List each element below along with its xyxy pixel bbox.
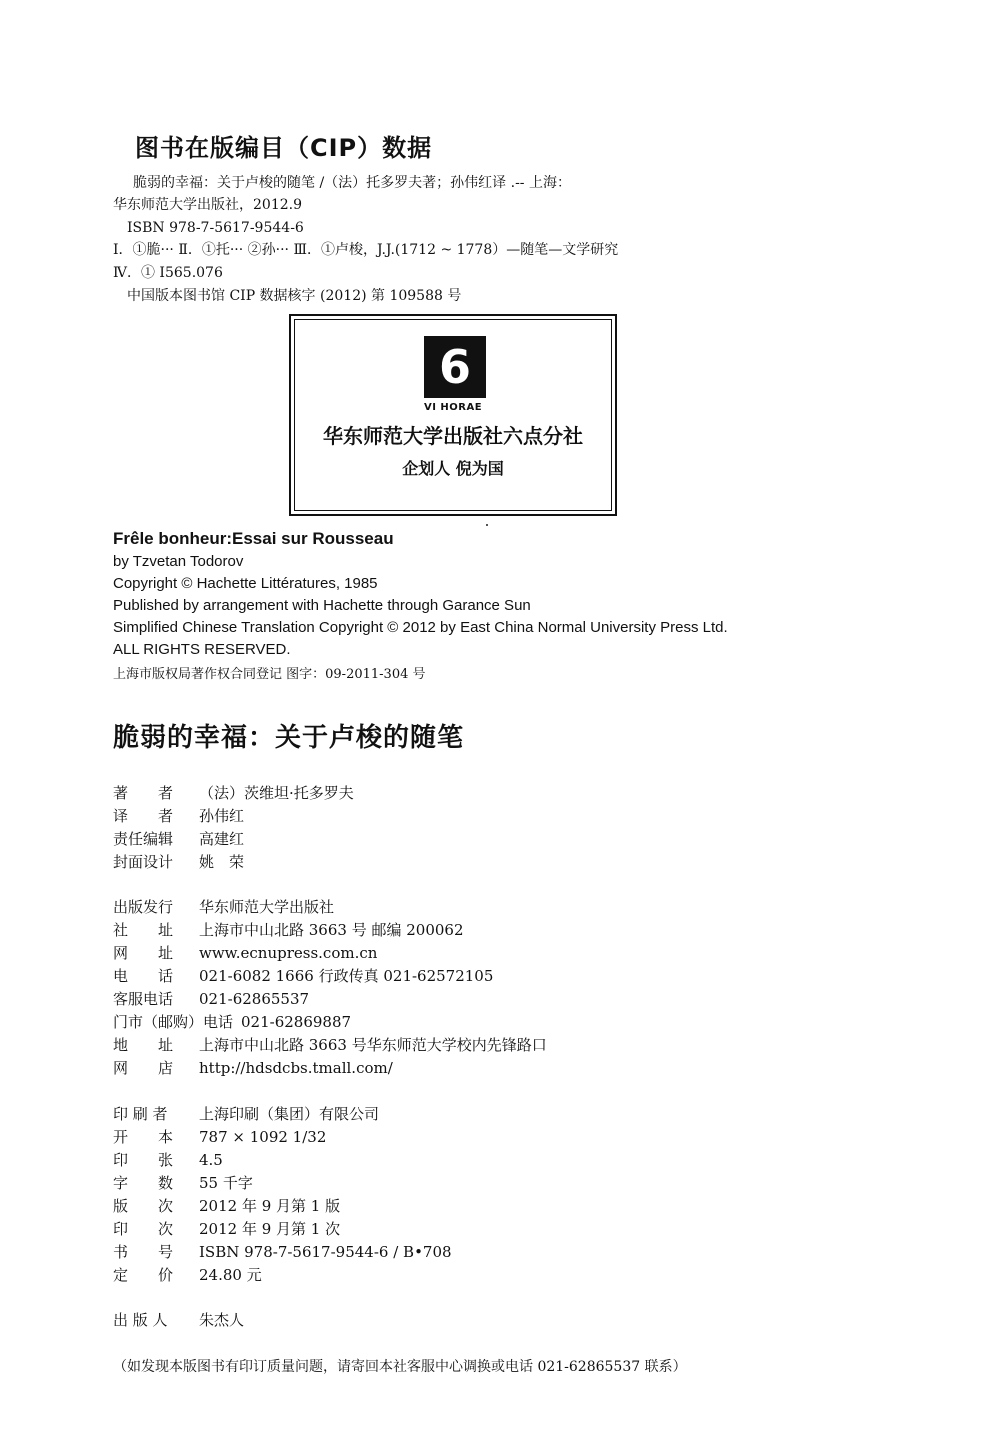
publishing-row — [113, 896, 334, 918]
publishing-row — [113, 965, 493, 987]
row-value: 24.80 元 — [199, 1266, 262, 1284]
row-value: 孙伟红 — [199, 807, 245, 825]
row-label: 印 刷 者 — [113, 1105, 168, 1123]
credit-row — [113, 805, 244, 827]
row-value: 55 千字 — [199, 1174, 253, 1192]
row-value: 姚 荣 — [199, 853, 245, 871]
row-label: 定 价 — [113, 1266, 174, 1284]
credit-row — [113, 828, 244, 850]
publisher-person-row — [113, 1309, 244, 1331]
row-value: 2012 年 9 月第 1 次 — [199, 1220, 341, 1238]
printing-row — [113, 1195, 340, 1217]
row-value: www.ecnupress.com.cn — [199, 944, 378, 962]
printing-row — [113, 1103, 379, 1125]
quality-notice: （如发现本版图书有印订质量问题，请寄回本社客服中心调换或电话 021-62865537 联系） — [113, 1359, 687, 1375]
publishing-row — [113, 919, 464, 941]
credit-row — [113, 782, 354, 804]
row-label: 印 次 — [113, 1220, 174, 1238]
english-line: Copyright © Hachette Littératures, 1985 — [113, 575, 378, 592]
row-label: 著 者 — [113, 784, 174, 802]
planner-line: 企划人 倪为国 — [402, 459, 504, 478]
english-line: Simplified Chinese Translation Copyright © 2012 by East China Normal University Press Ltd. — [113, 619, 728, 636]
row-label: 网 店 — [113, 1059, 174, 1077]
row-value: 021-6082 1666 行政传真 021-62572105 — [199, 967, 494, 985]
cip-line: Ⅳ．① I565.076 — [113, 265, 223, 281]
english-title: Frêle bonheur:Essai sur Rousseau — [113, 529, 394, 548]
six-points-logo-icon — [424, 336, 486, 398]
row-value: 上海市中山北路 3663 号 邮编 200062 — [199, 921, 464, 939]
english-line: by Tzvetan Todorov — [113, 553, 244, 570]
cip-line: 脆弱的幸福：关于卢梭的随笔 /（法）托多罗夫著；孙伟红译 .-- 上海： — [133, 175, 571, 191]
row-value: ISBN 978-7-5617-9544-6 / B•708 — [199, 1243, 452, 1261]
publishing-row — [113, 1034, 547, 1056]
cip-line: Ⅰ．①脆··· Ⅱ．①托··· ②孙··· Ⅲ．①卢梭，J.J.(1712 ~ 1778）—随笔—文学研究 — [113, 242, 619, 258]
row-value: （法）茨维坦·托多罗夫 — [199, 784, 354, 802]
stray-mark — [486, 524, 488, 526]
row-label: 地 址 — [113, 1036, 174, 1054]
printing-row — [113, 1172, 253, 1194]
printing-row — [113, 1241, 452, 1263]
row-label: 客服电话 — [113, 990, 174, 1008]
row-label: 电 话 — [113, 967, 174, 985]
row-value: 021-62865537 — [199, 990, 310, 1008]
row-value: 朱杰人 — [199, 1311, 245, 1329]
row-label: 开 本 — [113, 1128, 174, 1146]
row-label: 印 张 — [113, 1151, 174, 1169]
publisher-name: 华东师范大学出版社六点分社 — [323, 424, 583, 448]
book-title: 脆弱的幸福：关于卢梭的随笔 — [113, 723, 465, 753]
cip-line: 中国版本图书馆 CIP 数据核字 (2012) 第 109588 号 — [127, 288, 462, 304]
cip-line: 华东师范大学出版社，2012.9 — [113, 197, 302, 213]
row-label: 书 号 — [113, 1243, 174, 1261]
publishing-row — [113, 1057, 393, 1079]
row-value: 上海市中山北路 3663 号华东师范大学校内先锋路口 — [199, 1036, 547, 1054]
row-label: 版 次 — [113, 1197, 174, 1215]
row-label: 字 数 — [113, 1174, 174, 1192]
row-label: 社 址 — [113, 921, 174, 939]
english-line: ALL RIGHTS RESERVED. — [113, 641, 291, 658]
printing-row — [113, 1126, 326, 1148]
row-value: 2012 年 9 月第 1 版 — [199, 1197, 341, 1215]
row-value: 华东师范大学出版社 — [199, 898, 335, 916]
row-value: http://hdsdcbs.tmall.com/ — [199, 1059, 393, 1077]
cip-title: 图书在版编目（CIP）数据 — [135, 134, 433, 162]
logo-caption: VI HORAE — [423, 402, 483, 413]
credit-row — [113, 851, 244, 873]
row-value: 021-62869887 — [241, 1013, 352, 1031]
row-value: 上海印刷（集团）有限公司 — [199, 1105, 380, 1123]
row-value: 4.5 — [199, 1151, 223, 1169]
copyright-registration: 上海市版权局著作权合同登记 图字：09-2011-304 号 — [113, 667, 426, 682]
printing-row — [113, 1149, 223, 1171]
row-label: 出版发行 — [113, 898, 174, 916]
publishing-row — [113, 988, 309, 1010]
publishing-row — [113, 1011, 351, 1033]
row-label: 出 版 人 — [113, 1311, 168, 1329]
row-label: 责任编辑 — [113, 830, 174, 848]
row-label: 封面设计 — [113, 853, 174, 871]
row-value: 高建红 — [199, 830, 245, 848]
printing-row — [113, 1218, 340, 1240]
printing-row — [113, 1264, 262, 1286]
row-value: 787 × 1092 1/32 — [199, 1128, 327, 1146]
logo-glyph: 6 — [438, 340, 471, 394]
row-label: 网 址 — [113, 944, 174, 962]
cip-line: ISBN 978-7-5617-9544-6 — [127, 220, 304, 236]
publisher-box — [289, 314, 617, 516]
english-line: Published by arrangement with Hachette through Garance Sun — [113, 597, 531, 614]
publishing-row — [113, 942, 377, 964]
row-label: 门市（邮购）电话 — [113, 1013, 234, 1031]
row-label: 译 者 — [113, 807, 174, 825]
